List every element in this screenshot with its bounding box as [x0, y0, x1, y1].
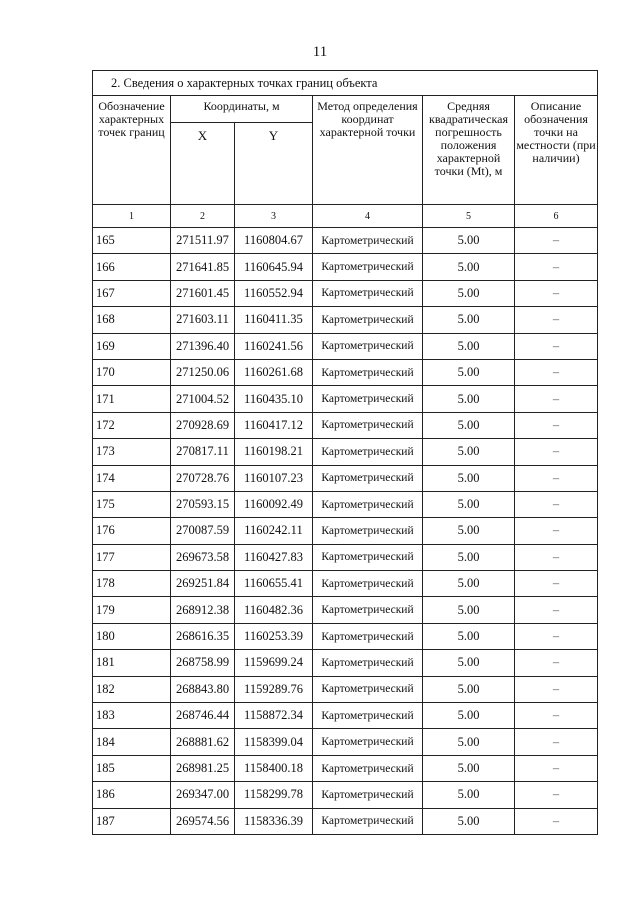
point-id-cell: 180: [93, 623, 171, 649]
coord-y-cell: 1160645.94: [235, 254, 313, 280]
coord-x-cell: 269574.56: [171, 808, 235, 834]
point-id-cell: 181: [93, 650, 171, 676]
table-row: [93, 729, 598, 755]
method-cell: Картометрический: [313, 782, 423, 808]
coord-x-cell: 270728.76: [171, 465, 235, 491]
description-cell: –: [515, 518, 598, 544]
coord-x-cell: 268843.80: [171, 676, 235, 702]
point-id-cell: 171: [93, 386, 171, 412]
mt-error-cell: 5.00: [423, 518, 515, 544]
table-row: [93, 544, 598, 570]
description-cell: –: [515, 254, 598, 280]
coord-x-cell: 269347.00: [171, 782, 235, 808]
section-title: 2. Сведения о характерных точках границ объекта: [93, 71, 598, 96]
method-cell: Картометрический: [313, 571, 423, 597]
table-row: [93, 359, 598, 385]
header-designation: Обозначение характерных точек границ: [93, 96, 171, 205]
table-row: [93, 755, 598, 781]
coord-y-cell: 1158299.78: [235, 782, 313, 808]
mt-error-cell: 5.00: [423, 439, 515, 465]
coord-x-cell: 268616.35: [171, 623, 235, 649]
mt-error-cell: 5.00: [423, 782, 515, 808]
coord-x-cell: 270593.15: [171, 491, 235, 517]
table-row: [93, 623, 598, 649]
coord-y-cell: 1158399.04: [235, 729, 313, 755]
table-row: [93, 254, 598, 280]
table-row: [93, 571, 598, 597]
column-number: 1: [93, 205, 171, 228]
mt-error-cell: 5.00: [423, 597, 515, 623]
method-cell: Картометрический: [313, 439, 423, 465]
mt-error-cell: 5.00: [423, 729, 515, 755]
table-row: [93, 703, 598, 729]
point-id-cell: 178: [93, 571, 171, 597]
point-id-cell: 175: [93, 491, 171, 517]
coord-x-cell: 268881.62: [171, 729, 235, 755]
coord-y-cell: 1159289.76: [235, 676, 313, 702]
coord-x-cell: 271004.52: [171, 386, 235, 412]
mt-error-cell: 5.00: [423, 228, 515, 254]
boundary-points-table: [92, 70, 598, 835]
description-cell: –: [515, 808, 598, 834]
method-cell: Картометрический: [313, 729, 423, 755]
coord-y-cell: 1160253.39: [235, 623, 313, 649]
point-id-cell: 186: [93, 782, 171, 808]
description-cell: –: [515, 597, 598, 623]
description-cell: –: [515, 544, 598, 570]
coord-y-cell: 1160107.23: [235, 465, 313, 491]
coord-y-cell: 1160198.21: [235, 439, 313, 465]
table-row: [93, 412, 598, 438]
point-id-cell: 182: [93, 676, 171, 702]
column-number: 5: [423, 205, 515, 228]
header-x: X: [171, 123, 235, 205]
coord-y-cell: 1160241.56: [235, 333, 313, 359]
coord-y-cell: 1160411.35: [235, 307, 313, 333]
mt-error-cell: 5.00: [423, 280, 515, 306]
method-cell: Картометрический: [313, 386, 423, 412]
point-id-cell: 173: [93, 439, 171, 465]
description-cell: –: [515, 307, 598, 333]
description-cell: –: [515, 439, 598, 465]
description-cell: –: [515, 280, 598, 306]
column-number: 3: [235, 205, 313, 228]
description-cell: –: [515, 703, 598, 729]
coord-x-cell: 268981.25: [171, 755, 235, 781]
point-id-cell: 174: [93, 465, 171, 491]
point-id-cell: 179: [93, 597, 171, 623]
method-cell: Картометрический: [313, 676, 423, 702]
coord-x-cell: 271601.45: [171, 280, 235, 306]
point-id-cell: 166: [93, 254, 171, 280]
table-row: [93, 597, 598, 623]
coord-y-cell: 1160552.94: [235, 280, 313, 306]
table-row: [93, 808, 598, 834]
method-cell: Картометрический: [313, 465, 423, 491]
coord-y-cell: 1158400.18: [235, 755, 313, 781]
description-cell: –: [515, 571, 598, 597]
description-cell: –: [515, 782, 598, 808]
coord-y-cell: 1160092.49: [235, 491, 313, 517]
mt-error-cell: 5.00: [423, 808, 515, 834]
description-cell: –: [515, 386, 598, 412]
header-method: Метод определения координат характерной точки: [313, 96, 423, 205]
table-row: [93, 650, 598, 676]
mt-error-cell: 5.00: [423, 333, 515, 359]
coord-x-cell: 269673.58: [171, 544, 235, 570]
mt-error-cell: 5.00: [423, 412, 515, 438]
mt-error-cell: 5.00: [423, 703, 515, 729]
point-id-cell: 187: [93, 808, 171, 834]
point-id-cell: 168: [93, 307, 171, 333]
coord-y-cell: 1159699.24: [235, 650, 313, 676]
coord-x-cell: 271603.11: [171, 307, 235, 333]
table-row: [93, 491, 598, 517]
coord-y-cell: 1160482.36: [235, 597, 313, 623]
mt-error-cell: 5.00: [423, 465, 515, 491]
table-row: [93, 518, 598, 544]
table-row: [93, 386, 598, 412]
header-error: Средняя квадратическая погрешность положения характерной точки (Mt), м: [423, 96, 515, 205]
method-cell: Картометрический: [313, 333, 423, 359]
coord-x-cell: 270817.11: [171, 439, 235, 465]
method-cell: Картометрический: [313, 518, 423, 544]
method-cell: Картометрический: [313, 254, 423, 280]
point-id-cell: 176: [93, 518, 171, 544]
method-cell: Картометрический: [313, 228, 423, 254]
table-row: [93, 676, 598, 702]
method-cell: Картометрический: [313, 491, 423, 517]
description-cell: –: [515, 729, 598, 755]
table-row: [93, 228, 598, 254]
coord-y-cell: 1158336.39: [235, 808, 313, 834]
column-number-row: [93, 205, 598, 228]
mt-error-cell: 5.00: [423, 623, 515, 649]
point-id-cell: 184: [93, 729, 171, 755]
coord-x-cell: 270928.69: [171, 412, 235, 438]
point-id-cell: 183: [93, 703, 171, 729]
mt-error-cell: 5.00: [423, 755, 515, 781]
mt-error-cell: 5.00: [423, 650, 515, 676]
method-cell: Картометрический: [313, 808, 423, 834]
header-description: Описание обозначения точки на местности (при наличии): [515, 96, 598, 205]
coord-x-cell: 271641.85: [171, 254, 235, 280]
description-cell: –: [515, 755, 598, 781]
coord-y-cell: 1160435.10: [235, 386, 313, 412]
method-cell: Картометрический: [313, 307, 423, 333]
description-cell: –: [515, 359, 598, 385]
method-cell: Картометрический: [313, 623, 423, 649]
header-y: Y: [235, 123, 313, 205]
description-cell: –: [515, 465, 598, 491]
point-id-cell: 172: [93, 412, 171, 438]
method-cell: Картометрический: [313, 703, 423, 729]
coord-x-cell: 271396.40: [171, 333, 235, 359]
method-cell: Картометрический: [313, 650, 423, 676]
coord-x-cell: 268912.38: [171, 597, 235, 623]
coord-y-cell: 1160427.83: [235, 544, 313, 570]
mt-error-cell: 5.00: [423, 386, 515, 412]
header-coordinates: Координаты, м: [171, 96, 313, 123]
mt-error-cell: 5.00: [423, 544, 515, 570]
coord-x-cell: 270087.59: [171, 518, 235, 544]
coord-y-cell: 1160804.67: [235, 228, 313, 254]
mt-error-cell: 5.00: [423, 254, 515, 280]
point-id-cell: 177: [93, 544, 171, 570]
coord-x-cell: 269251.84: [171, 571, 235, 597]
coord-x-cell: 268758.99: [171, 650, 235, 676]
point-id-cell: 185: [93, 755, 171, 781]
point-id-cell: 165: [93, 228, 171, 254]
description-cell: –: [515, 412, 598, 438]
table-row: [93, 280, 598, 306]
column-number: 4: [313, 205, 423, 228]
description-cell: –: [515, 650, 598, 676]
table-row: [93, 333, 598, 359]
table-row: [93, 782, 598, 808]
table-body: [93, 228, 598, 835]
point-id-cell: 169: [93, 333, 171, 359]
column-number: 2: [171, 205, 235, 228]
page-number: 11: [312, 44, 328, 60]
method-cell: Картометрический: [313, 280, 423, 306]
coord-y-cell: 1158872.34: [235, 703, 313, 729]
point-id-cell: 167: [93, 280, 171, 306]
description-cell: –: [515, 676, 598, 702]
coord-y-cell: 1160417.12: [235, 412, 313, 438]
coord-x-cell: 268746.44: [171, 703, 235, 729]
coord-x-cell: 271511.97: [171, 228, 235, 254]
method-cell: Картометрический: [313, 359, 423, 385]
mt-error-cell: 5.00: [423, 571, 515, 597]
coord-y-cell: 1160655.41: [235, 571, 313, 597]
description-cell: –: [515, 491, 598, 517]
method-cell: Картометрический: [313, 544, 423, 570]
coord-y-cell: 1160261.68: [235, 359, 313, 385]
mt-error-cell: 5.00: [423, 491, 515, 517]
method-cell: Картометрический: [313, 755, 423, 781]
method-cell: Картометрический: [313, 412, 423, 438]
coord-x-cell: 271250.06: [171, 359, 235, 385]
point-id-cell: 170: [93, 359, 171, 385]
method-cell: Картометрический: [313, 597, 423, 623]
table-row: [93, 439, 598, 465]
mt-error-cell: 5.00: [423, 359, 515, 385]
description-cell: –: [515, 623, 598, 649]
table-row: [93, 307, 598, 333]
column-number: 6: [515, 205, 598, 228]
coord-y-cell: 1160242.11: [235, 518, 313, 544]
description-cell: –: [515, 333, 598, 359]
mt-error-cell: 5.00: [423, 676, 515, 702]
mt-error-cell: 5.00: [423, 307, 515, 333]
table-row: [93, 465, 598, 491]
description-cell: –: [515, 228, 598, 254]
